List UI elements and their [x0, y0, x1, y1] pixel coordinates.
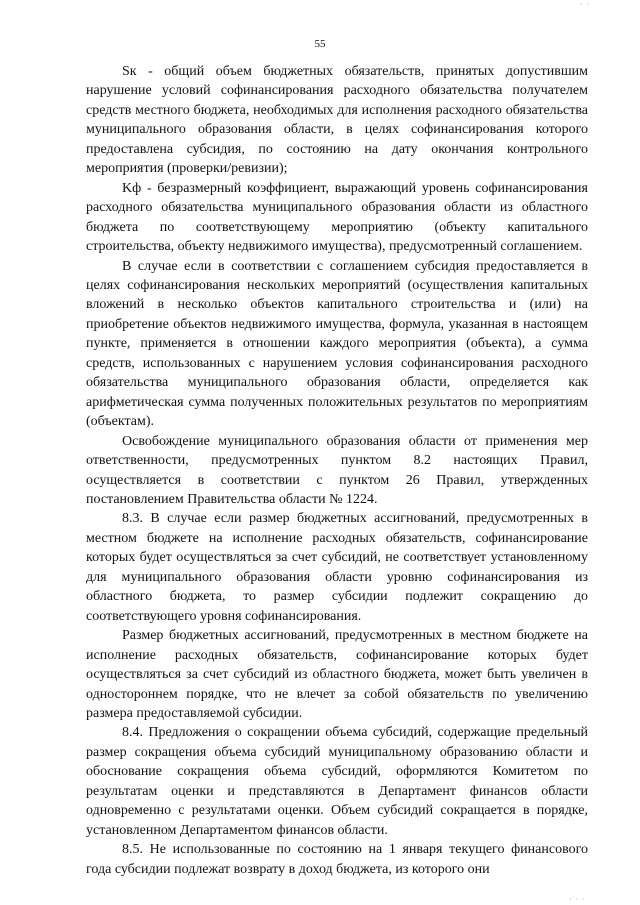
- paragraph-multiple-events: В случае если в соответствии с соглашением субсидия предоставляется в целях софинансирования нескольких мероприятий (осуществления капитальных вложений в несколько объектов капитального строительства и (или) на приобретение объектов недвижимого имущества, формула, указанная в настоящем пункте, применяется в отношении каждого мероприятия (объекта), а сумма средств, использованных с нарушением условия софинансирования расходного обязательства муниципального образования области, определяется как арифметическая сумма полученных положительных результатов по мероприятиям (объектам).: [86, 258, 588, 430]
- paragraph-8-4: 8.4. Предложения о сокращении объема субсидий, содержащие предельный размер сокращения объема субсидий муниципальному образованию области и обоснование сокращения объема субсидий, оформляются Комитетом по результатам оценки и представляются в Департамент финансов области одновременно с результатами оценки. Объем субсидий сокращается в порядке, установленном Департаментом финансов области.: [86, 725, 588, 838]
- page-number: 55: [314, 38, 326, 50]
- paragraph-budget-increase: Размер бюджетных ассигнований, предусмотренных в местном бюджете на исполнение расходных обязательств, софинансирование которых будет осуществляться за счет субсидий из областного бюджета, может быть увеличен в одностороннем порядке, что не влечет за собой обязательств по увеличению размера предоставляемой субсидии.: [86, 628, 588, 721]
- paragraph-kf-definition: Kф - безразмерный коэффициент, выражающий уровень софинансирования расходного обязательства муниципального образования области из областного бюджета по соответствующему мероприятию (объекту капитального строительства, объекту недвижимого имущества), предусмотренный соглашением.: [86, 180, 588, 255]
- paragraph-exemption: Освобождение муниципального образования области от применения мер ответственности, предусмотренных пунктом 8.2 настоящих Правил, осуществляется в соответствии с пунктом 26 Правил, утвержденных постановлением Правительства области № 1224.: [86, 433, 588, 507]
- scan-mark-top: · ·: [579, 0, 590, 9]
- paragraph-sk-definition: Sк - общий объем бюджетных обязательств, принятых допустившим нарушение условий софинансирования расходного обязательства получателем средств местного бюджета, необходимых для исполнения расходного обязательства муниципального образования области, в целях софинансирования которого предоставлена субсидия, по состоянию на дату окончания контрольного мероприятия (проверки/ревизии);: [86, 64, 588, 177]
- paragraph-8-5: 8.5. Не использованные по состоянию на 1 января текущего финансового года субсидии подлежат возврату в доход бюджета, из которого они: [86, 842, 588, 877]
- document-body: [86, 62, 588, 879]
- paragraph-8-3: 8.3. В случае если размер бюджетных ассигнований, предусмотренных в местном бюджете на исполнение расходных обязательств, софинансирование которых будет осуществляться за счет субсидий, не соответствует установленному для муниципального образования области уровню софинансирования из областного бюджета, то размер субсидии подлежит сокращению до соответствующего уровня софинансирования.: [86, 511, 588, 624]
- scan-mark-bottom: · · ·: [569, 895, 586, 904]
